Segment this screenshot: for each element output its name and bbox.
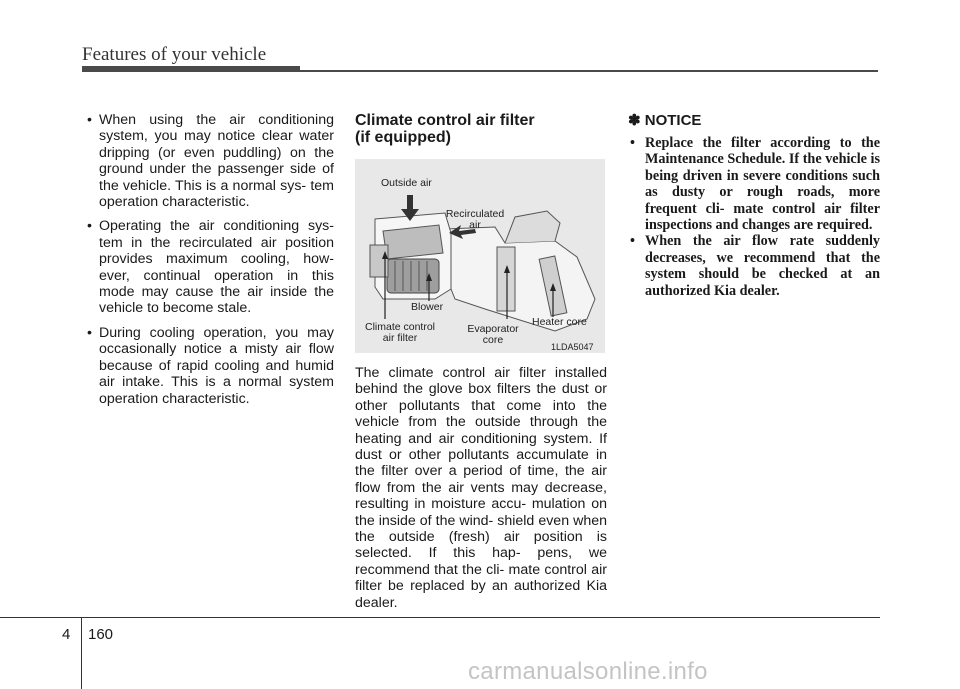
label-outside-air: Outside air: [381, 177, 432, 189]
watermark: carmanualsonline.info: [468, 658, 708, 685]
label-line: core: [482, 334, 504, 346]
header-rule: [82, 70, 878, 72]
list-item: • During cooling operation, you may occasionally notice a misty air flow because of rapid cooling and humid air intake. This is a normal system operation characteristic.: [82, 325, 334, 407]
page-number: 160: [88, 626, 114, 643]
label-climate-control-air-filter: [357, 322, 443, 344]
notice-list: [628, 135, 880, 299]
label-heater-core: Heater core: [532, 316, 587, 328]
air-filter-diagram: [355, 159, 605, 353]
air-filter-description: The climate control air filter installed behind the glove box filters the dust or other pollutants that come into the vehicle from the outside through the heating and air conditioning system. If dust or other pollutants accumulate in the filter over a period of time, the air flow from the air vents may decrease, resulting in moisture accu- mulation on the inside of the wind- shield even when the outside (fresh) air position is selected. If this hap- pens, we recommend that the cli- mate control air filter be replaced by an authorized Kia dealer.: [355, 365, 607, 611]
figure-code: 1LDA5047: [551, 342, 594, 352]
footer-divider: [81, 617, 82, 689]
label-line: Climate control: [364, 321, 436, 333]
label-line: air filter: [382, 332, 418, 344]
ac-notes-list: [82, 112, 334, 407]
chapter-number: 4: [62, 626, 71, 643]
column-left: [82, 112, 334, 415]
label-line: air: [469, 219, 481, 231]
label-evaporator-core: [464, 324, 522, 346]
notice-title: ✽ NOTICE: [628, 112, 702, 129]
list-item: • When using the air conditioning system, you may notice clear water dripping (or even puddling) on the ground under the passenger side of the vehicle. This is a normal sys- tem operation characteristic.: [82, 112, 334, 210]
label-line: Evaporator: [467, 323, 519, 335]
column-middle: [355, 112, 607, 611]
list-item: • Replace the filter according to the Maintenance Schedule. If the vehicle is being driven in severe conditions such as dusty or rough roads, more frequent cli- mate control air filter inspections and changes are required.: [628, 135, 880, 233]
label-blower: Blower: [411, 301, 444, 313]
list-item: • When the air flow rate suddenly decreases, we recommend that the system should be checked at an authorized Kia dealer.: [628, 233, 880, 299]
section-title-line: Climate control air filter: [355, 112, 535, 129]
label-recirculated-air: [443, 209, 507, 231]
section-title: [355, 112, 607, 146]
column-right: [628, 112, 880, 299]
section-title-line: (if equipped): [355, 129, 451, 146]
footer-rule: [0, 617, 880, 618]
list-item: • Operating the air conditioning sys- tem in the recirculated air position provides maximum cooling, how- ever, continual operation in this mode may cause the air inside the vehicle to become stale.: [82, 218, 334, 316]
page-header-title: Features of your vehicle: [82, 44, 267, 65]
label-line: Recirculated: [445, 208, 505, 220]
